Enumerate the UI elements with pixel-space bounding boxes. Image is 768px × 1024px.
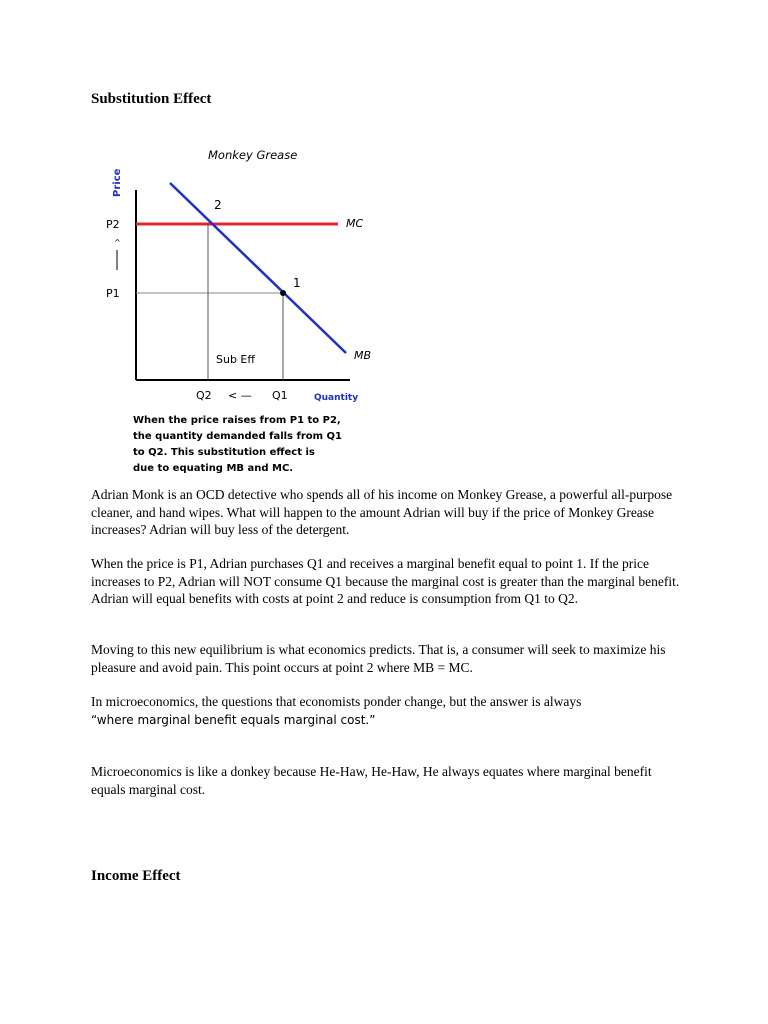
price-label-p1: P1: [106, 287, 120, 300]
paragraph-adrian-monk: Adrian Monk is an OCD detective who spends all of his income on Monkey Grease, a powerful all-purpose cleaner, and hand wipes. What will happen to the amount Adrian will buy if the price of Monkey Grease increases? Adrian will buy less of the detergent.: [91, 487, 673, 537]
price-label-p2: P2: [106, 218, 120, 231]
paragraph-donkey: Microeconomics is like a donkey because He-Haw, He-Haw, He always equates where marginal benefit equals marginal cost.: [91, 764, 652, 797]
figure-graphic: [100, 135, 390, 480]
heading-income-effect: Income Effect: [91, 868, 181, 884]
marginal-quote: “where marginal benefit equals marginal cost.”: [91, 712, 376, 727]
heading-substitution-effect: Substitution Effect: [91, 91, 212, 107]
monkey-grease-figure: [100, 135, 390, 480]
quantity-label-q2: Q2: [196, 389, 212, 402]
price-arrow-head: ^: [114, 238, 121, 247]
mb-line: [170, 183, 346, 353]
caption-line-3: to Q2. This substitution effect is: [133, 447, 315, 458]
quantity-label-q1: Q1: [272, 389, 288, 402]
figure-title: Monkey Grease: [208, 148, 298, 162]
mb-label: MB: [354, 349, 372, 362]
paragraph-microeconomics-answer: [91, 693, 686, 729]
x-axis-label: Quantity: [314, 393, 359, 403]
caption-line-1: When the price raises from P1 to P2,: [133, 415, 341, 426]
quantity-arrow: < —: [228, 389, 252, 402]
sub-eff-label: Sub Eff: [216, 353, 255, 366]
caption-line-4: due to equating MB and MC.: [133, 463, 294, 474]
paragraph-new-equilibrium: Moving to this new equilibrium is what economics predicts. That is, a consumer will seek to maximize his pleasure and avoid pain. This point occurs at point 2 where MB = MC.: [91, 642, 666, 675]
paragraph-microeconomics-text: In microeconomics, the questions that economists ponder change, but the answer is always: [91, 694, 582, 709]
mc-label: MC: [346, 217, 364, 230]
point-2-label: 2: [214, 198, 222, 212]
y-axis-label: Price: [112, 168, 123, 197]
point-1-marker: [280, 290, 286, 296]
point-1-label: 1: [293, 276, 301, 290]
paragraph-price-p1: When the price is P1, Adrian purchases Q1 and receives a marginal benefit equal to point 1. If the price increases to P2, Adrian will NOT consume Q1 because the marginal cost is greater than the marginal benefit. Adrian will equal benefits with costs at point 2 and reduce is consumption from Q1 to Q2.: [91, 556, 680, 606]
caption-line-2: the quantity demanded falls from Q1: [133, 431, 343, 442]
